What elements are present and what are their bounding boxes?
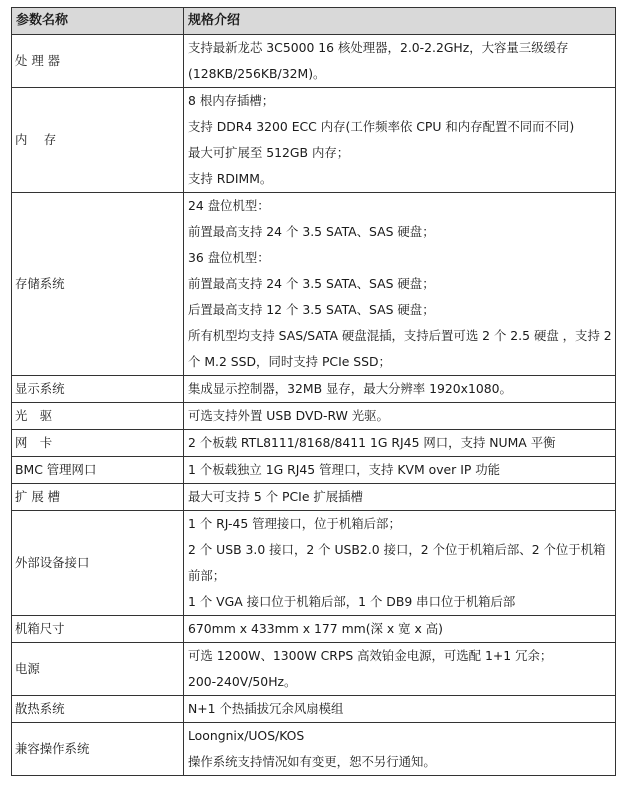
table-row: [12, 35, 616, 88]
spec-description: [184, 696, 616, 723]
spec-line: 670mm x 433mm x 177 mm(深 x 宽 x 高): [188, 621, 443, 636]
spec-description: [184, 403, 616, 430]
table-row: [12, 430, 616, 457]
spec-line: 8 根内存插槽；: [188, 93, 275, 108]
param-name: 机箱尺寸: [12, 616, 184, 643]
table-row: [12, 376, 616, 403]
header-param: 参数名称: [12, 8, 184, 35]
spec-line: 1 个 VGA 接口位于机箱后部，1 个 DB9 串口位于机箱后部: [188, 594, 516, 609]
param-name: 散热系统: [12, 696, 184, 723]
table-row: [12, 457, 616, 484]
spec-line: 所有机型均支持 SAS/SATA 硬盘混插，支持后置可选 2 个 2.5 硬盘 ，支持 2 个 M.2 SSD，同时支持 PCIe SSD；: [188, 328, 612, 369]
spec-line: 操作系统支持情况如有变更，恕不另行通知。: [188, 754, 436, 769]
spec-line: 可选支持外置 USB DVD-RW 光驱。: [188, 408, 389, 423]
header-spec: 规格介绍: [184, 8, 616, 35]
param-name: 电源: [12, 643, 184, 696]
table-row: [12, 403, 616, 430]
spec-description: [184, 88, 616, 193]
param-name: 显示系统: [12, 376, 184, 403]
table-row: [12, 643, 616, 696]
spec-description: [184, 376, 616, 403]
spec-description: [184, 430, 616, 457]
spec-line: 前置最高支持 24 个 3.5 SATA、SAS 硬盘；: [188, 224, 435, 239]
table-row: [12, 723, 616, 776]
param-name: 处 理 器: [12, 35, 184, 88]
spec-line: 1 个板载独立 1G RJ45 管理口，支持 KVM over IP 功能: [188, 462, 501, 477]
spec-line: 集成显示控制器，32MB 显存，最大分辨率 1920x1080。: [188, 381, 512, 396]
param-name: 光 驱: [12, 403, 184, 430]
table-row: [12, 616, 616, 643]
spec-line: 支持 DDR4 3200 ECC 内存(工作频率依 CPU 和内存配置不同而不同): [188, 119, 575, 134]
spec-description: [184, 457, 616, 484]
spec-description: [184, 484, 616, 511]
spec-description: [184, 193, 616, 376]
spec-line: 后置最高支持 12 个 3.5 SATA、SAS 硬盘；: [188, 302, 435, 317]
param-name: 内 存: [12, 88, 184, 193]
param-name: 网 卡: [12, 430, 184, 457]
spec-line: 最大可扩展至 512GB 内存；: [188, 145, 350, 160]
spec-line: 前置最高支持 24 个 3.5 SATA、SAS 硬盘；: [188, 276, 435, 291]
spec-line: 支持最新龙芯 3C5000 16 核处理器，2.0-2.2GHz，大容量三级缓存(128KB/256KB/32M)。: [188, 40, 569, 81]
param-name: 兼容操作系统: [12, 723, 184, 776]
spec-description: [184, 723, 616, 776]
table-row: [12, 88, 616, 193]
spec-line: 2 个板载 RTL8111/8168/8411 1G RJ45 网口，支持 NUMA 平衡: [188, 435, 556, 450]
spec-line: N+1 个热插拔冗余风扇模组: [188, 701, 344, 716]
spec-line: 支持 RDIMM。: [188, 171, 273, 186]
spec-line: 24 盘位机型：: [188, 198, 270, 213]
spec-table: [11, 7, 616, 776]
table-row: [12, 696, 616, 723]
spec-line: 可选 1200W、1300W CRPS 高效铂金电源，可选配 1+1 冗余；: [188, 648, 553, 663]
param-name: 扩 展 槽: [12, 484, 184, 511]
param-name: 存储系统: [12, 193, 184, 376]
table-row: [12, 193, 616, 376]
header-row: [12, 8, 616, 35]
spec-line: 最大可支持 5 个 PCIe 扩展插槽: [188, 489, 363, 504]
spec-description: [184, 616, 616, 643]
param-name: BMC 管理网口: [12, 457, 184, 484]
table-row: [12, 511, 616, 616]
param-name: 外部设备接口: [12, 511, 184, 616]
spec-line: 36 盘位机型：: [188, 250, 270, 265]
spec-line: 1 个 RJ-45 管理接口，位于机箱后部；: [188, 516, 401, 531]
spec-line: 2 个 USB 3.0 接口，2 个 USB2.0 接口，2 个位于机箱后部、2 个位于机箱前部；: [188, 542, 606, 583]
spec-line: Loongnix/UOS/KOS: [188, 728, 305, 743]
spec-body: [12, 35, 616, 776]
spec-description: [184, 643, 616, 696]
spec-description: [184, 511, 616, 616]
table-row: [12, 484, 616, 511]
spec-description: [184, 35, 616, 88]
spec-line: 200-240V/50Hz。: [188, 674, 297, 689]
